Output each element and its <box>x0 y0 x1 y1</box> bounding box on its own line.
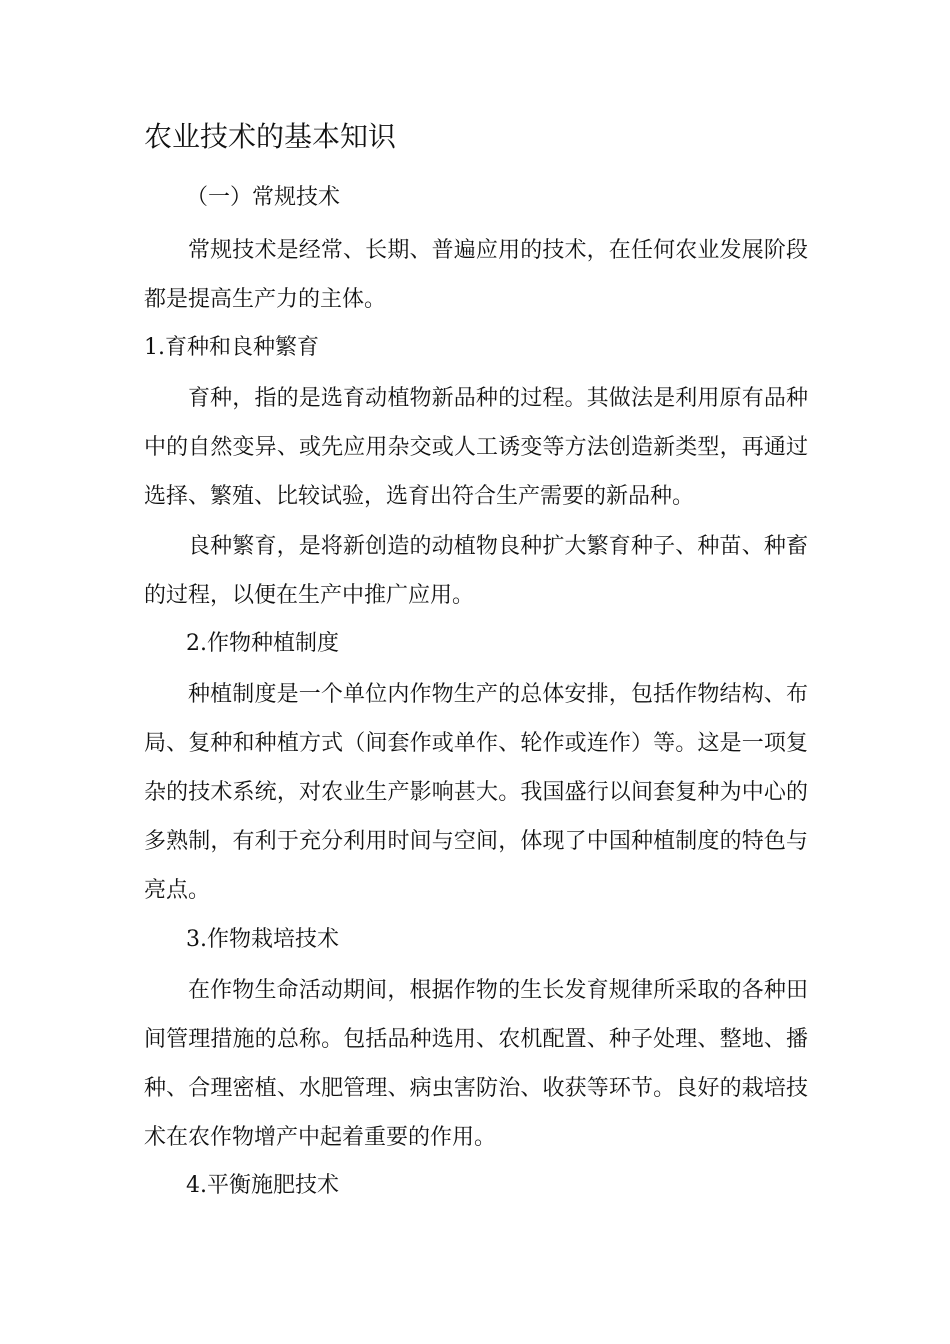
item-heading-cultivation: 3.作物栽培技术 <box>186 927 339 952</box>
document-title: 农业技术的基本知识 <box>144 120 397 153</box>
paragraph-breeding: 育种，指的是选育动植物新品种的过程。其做法是利用原有品种中的自然变异、或先应用杂交或人工诱变等方法创造新类型，再通过选择、繁殖、比较试验，选育出符合生产需要的新品种。 <box>144 386 808 509</box>
section-heading: （一）常规技术 <box>186 185 341 210</box>
item-heading-fertilization: 4.平衡施肥技术 <box>186 1173 339 1198</box>
paragraph-cropping-system: 种植制度是一个单位内作物生产的总体安排，包括作物结构、布局、复种和种植方式（间套作或单作、轮作或连作）等。这是一项复杂的技术系统，对农业生产影响甚大。我国盛行以间套复种为中心的多熟制，有利于充分利用时间与空间，体现了中国种植制度的特色与亮点。 <box>144 682 808 903</box>
paragraph-seed-propagation: 良种繁育，是将新创造的动植物良种扩大繁育种子、种苗、种畜的过程，以便在生产中推广应用。 <box>144 534 808 608</box>
intro-paragraph: 常规技术是经常、长期、普遍应用的技术，在任何农业发展阶段都是提高生产力的主体。 <box>144 238 808 312</box>
item-heading-cropping-system: 2.作物种植制度 <box>186 631 339 656</box>
item-heading-breeding: 1.育种和良种繁育 <box>144 335 319 360</box>
paragraph-cultivation: 在作物生命活动期间，根据作物的生长发育规律所采取的各种田间管理措施的总称。包括品种选用、农机配置、种子处理、整地、播种、合理密植、水肥管理、病虫害防治、收获等环节。良好的栽培技术在农作物增产中起着重要的作用。 <box>144 978 808 1150</box>
